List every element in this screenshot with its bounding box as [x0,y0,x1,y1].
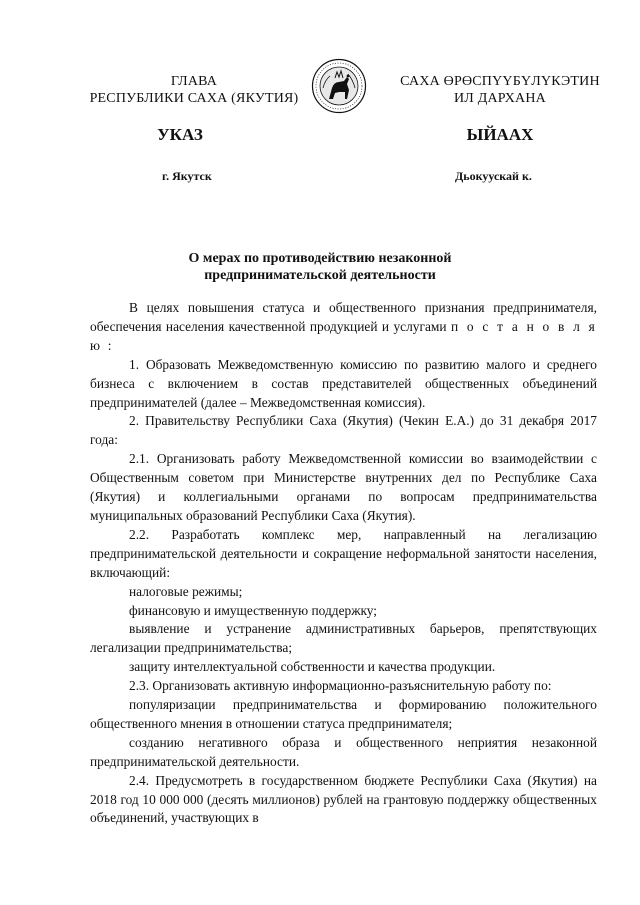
paragraph-2-1: 2.1. Организовать работу Межведомственной комиссии во взаимодействии с Общественным советом при Министерстве внутренних дел по Республике Саха (Якутия) и коллегиальными органами по вопросам предпринимательства муниципальных образований Республики Саха (Якутия). [90,451,597,523]
intro-text: В целях повышения статуса и общественного признания предпринимателя, обеспечения населения качественной продукцией и услугами [90,300,597,334]
doc-type-sakha: ЫЙААХ [466,125,534,144]
list-item: созданию негативного образа и общественного неприятия незаконной предпринимательской деятельности. [90,734,597,769]
header-left-line1: ГЛАВА [170,74,218,89]
header-left [78,73,310,107]
list-item: защиту интеллектуальной собственности и качества продукции. [129,659,496,675]
decree-word: п о с т а н о в л я ю : [90,318,597,353]
decree-body [90,299,597,828]
list-item: популяризации предпринимательства и формированию положительного общественного мнения в отношении статуса предпринимателя; [90,697,597,731]
title-line1: О мерах по противодействию незаконной [188,251,452,266]
paragraph-2: 2. Правительству Республики Саха (Якутия) (Чекин Е.А.) до 31 декабря 2017 года: [90,413,597,448]
paragraph-2-4: 2.4. Предусмотреть в государственном бюджете Республики Саха (Якутия) на 2018 год 10 000 000 (десять миллионов) рублей на грантовую поддержку общественных объединений, участвующих в [90,772,597,826]
list-item: финансовую и имущественную поддержку; [129,602,378,618]
coat-of-arms-icon [311,58,367,114]
header-left-line2: РЕСПУБЛИКИ САХА (ЯКУТИЯ) [89,91,299,106]
place-ru: г. Якутск [162,169,212,183]
header-right [388,73,612,107]
paragraph-2-3: 2.3. Организовать активную информационно-разъяснительную работу по: [129,678,552,694]
list-item: налоговые режимы; [129,583,243,599]
intro-paragraph [90,299,597,356]
list-item: выявление и устранение административных барьеров, препятствующих легализации предпринимательства; [90,621,597,656]
header-right-line1: САХА ӨРӨСПҮҮБҮЛҮКЭТИН [400,74,600,89]
doc-type-ru: УКАЗ [157,125,203,144]
paragraph-2-2: 2.2. Разработать комплекс мер, направленный на легализацию предпринимательской деятельности и сокращение неформальной занятости населения, включающий: [90,526,597,580]
paragraph-1: 1. Образовать Межведомственную комиссию по развитию малого и среднего бизнеса с включением в состав представителей общественных объединений предпринимателей (далее – Межведомственная комиссия). [90,356,597,410]
decree-title [130,250,510,284]
title-line2: предпринимательской деятельности [204,268,436,283]
header-right-line2: ИЛ ДАРХАНА [453,91,546,106]
place-sakha: Дьокуускай к. [455,169,532,183]
